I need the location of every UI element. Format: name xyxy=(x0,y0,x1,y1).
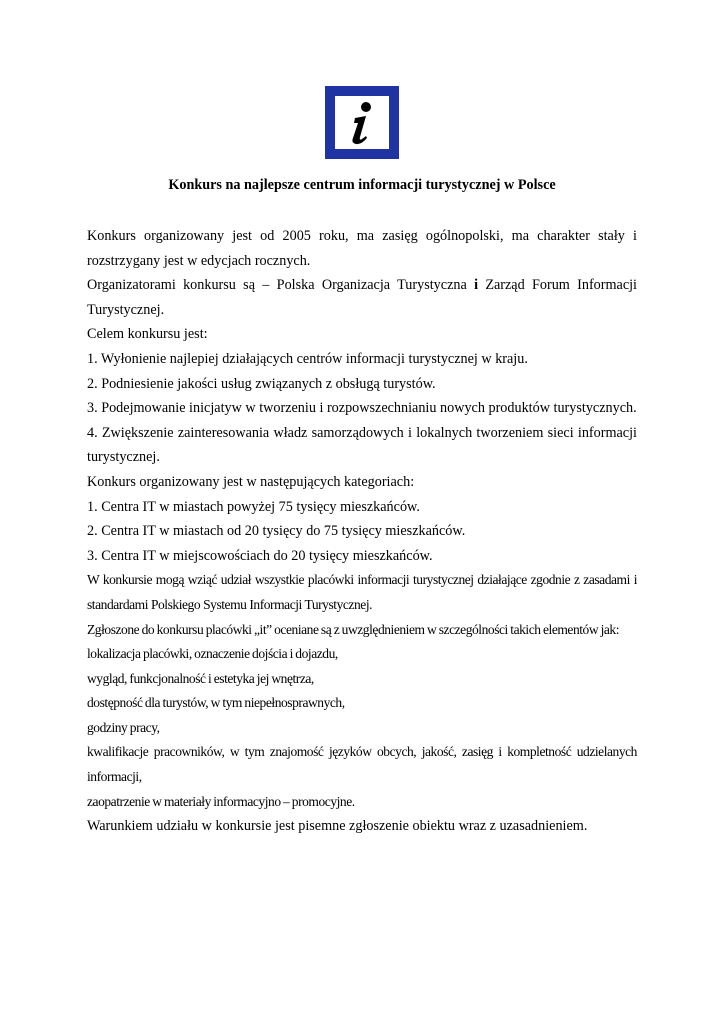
criteria-item-opening-hours: godziny pracy, xyxy=(87,719,160,735)
organizers-text-end: Zarząd Forum Informacji Turystycznej. xyxy=(87,277,637,318)
criteria-item-staff: kwalifikacje pracowników, w tym znajomość języków obcych, jakość, zasięg i kompletność udzielanych informacji, xyxy=(87,744,637,785)
criteria-item-location: lokalizacja placówki, oznaczenie dojścia i dojazdu, xyxy=(87,646,338,662)
intro-paragraph: Konkurs organizowany jest od 2005 roku, ma zasięg ogólnopolski, ma charakter stały i rozstrzygany jest w edycjach rocznych. xyxy=(87,228,637,269)
document-body xyxy=(87,224,637,839)
category-item-1: 1. Centra IT w miastach powyżej 75 tysięcy mieszkańców. xyxy=(87,498,420,515)
criteria-item-materials: zaopatrzenie w materiały informacyjno – promocyjne. xyxy=(87,793,355,809)
participation-paragraph: W konkursie mogą wziąć udział wszystkie placówki informacji turystycznej działające zgodnie z zasadami i standardami Polskiego Systemu Informacji Turystycznej. xyxy=(87,572,637,612)
document-title: Konkurs na najlepsze centrum informacji turystycznej w Polsce xyxy=(168,177,556,193)
information-i-icon xyxy=(335,96,389,149)
closing-paragraph: Warunkiem udziału w konkursie jest pisemne zgłoszenie obiektu wraz z uzasadnieniem. xyxy=(87,818,588,835)
organizers-conjunction: i xyxy=(474,277,479,294)
organizers-text-start: Organizatorami konkursu są – Polska Organizacja Turystyczna xyxy=(87,277,475,294)
goal-item-1: 1. Wyłonienie najlepiej działających centrów informacji turystycznej w kraju. xyxy=(87,350,528,367)
category-item-3: 3. Centra IT w miejscowościach do 20 tysięcy mieszkańców. xyxy=(87,547,433,564)
goals-heading: Celem konkursu jest: xyxy=(87,326,208,343)
criteria-heading: Zgłoszone do konkursu placówki „it” oceniane są z uwzględnieniem w szczególności takich elementów jak: xyxy=(87,621,620,637)
goal-item-2: 2. Podniesienie jakości usług związanych z obsługą turystów. xyxy=(87,375,436,392)
criteria-item-accessibility: dostępność dla turystów, w tym niepełnosprawnych, xyxy=(87,695,345,711)
criteria-item-appearance: wygląd, funkcjonalność i estetyka jej wnętrza, xyxy=(87,670,314,686)
organizers-paragraph xyxy=(87,273,637,322)
goal-item-3: 3. Podejmowanie inicjatyw w tworzeniu i rozpowszechnianiu nowych produktów turystycznych. xyxy=(87,400,637,417)
category-item-2: 2. Centra IT w miastach od 20 tysięcy do 75 tysięcy mieszkańców. xyxy=(87,523,466,540)
goal-item-4: 4. Zwiększenie zainteresowania władz samorządowych i lokalnych tworzeniem sieci informacji turystycznej. xyxy=(87,424,637,466)
categories-heading: Konkurs organizowany jest w następujących kategoriach: xyxy=(87,473,415,490)
tourist-information-logo xyxy=(325,86,399,159)
